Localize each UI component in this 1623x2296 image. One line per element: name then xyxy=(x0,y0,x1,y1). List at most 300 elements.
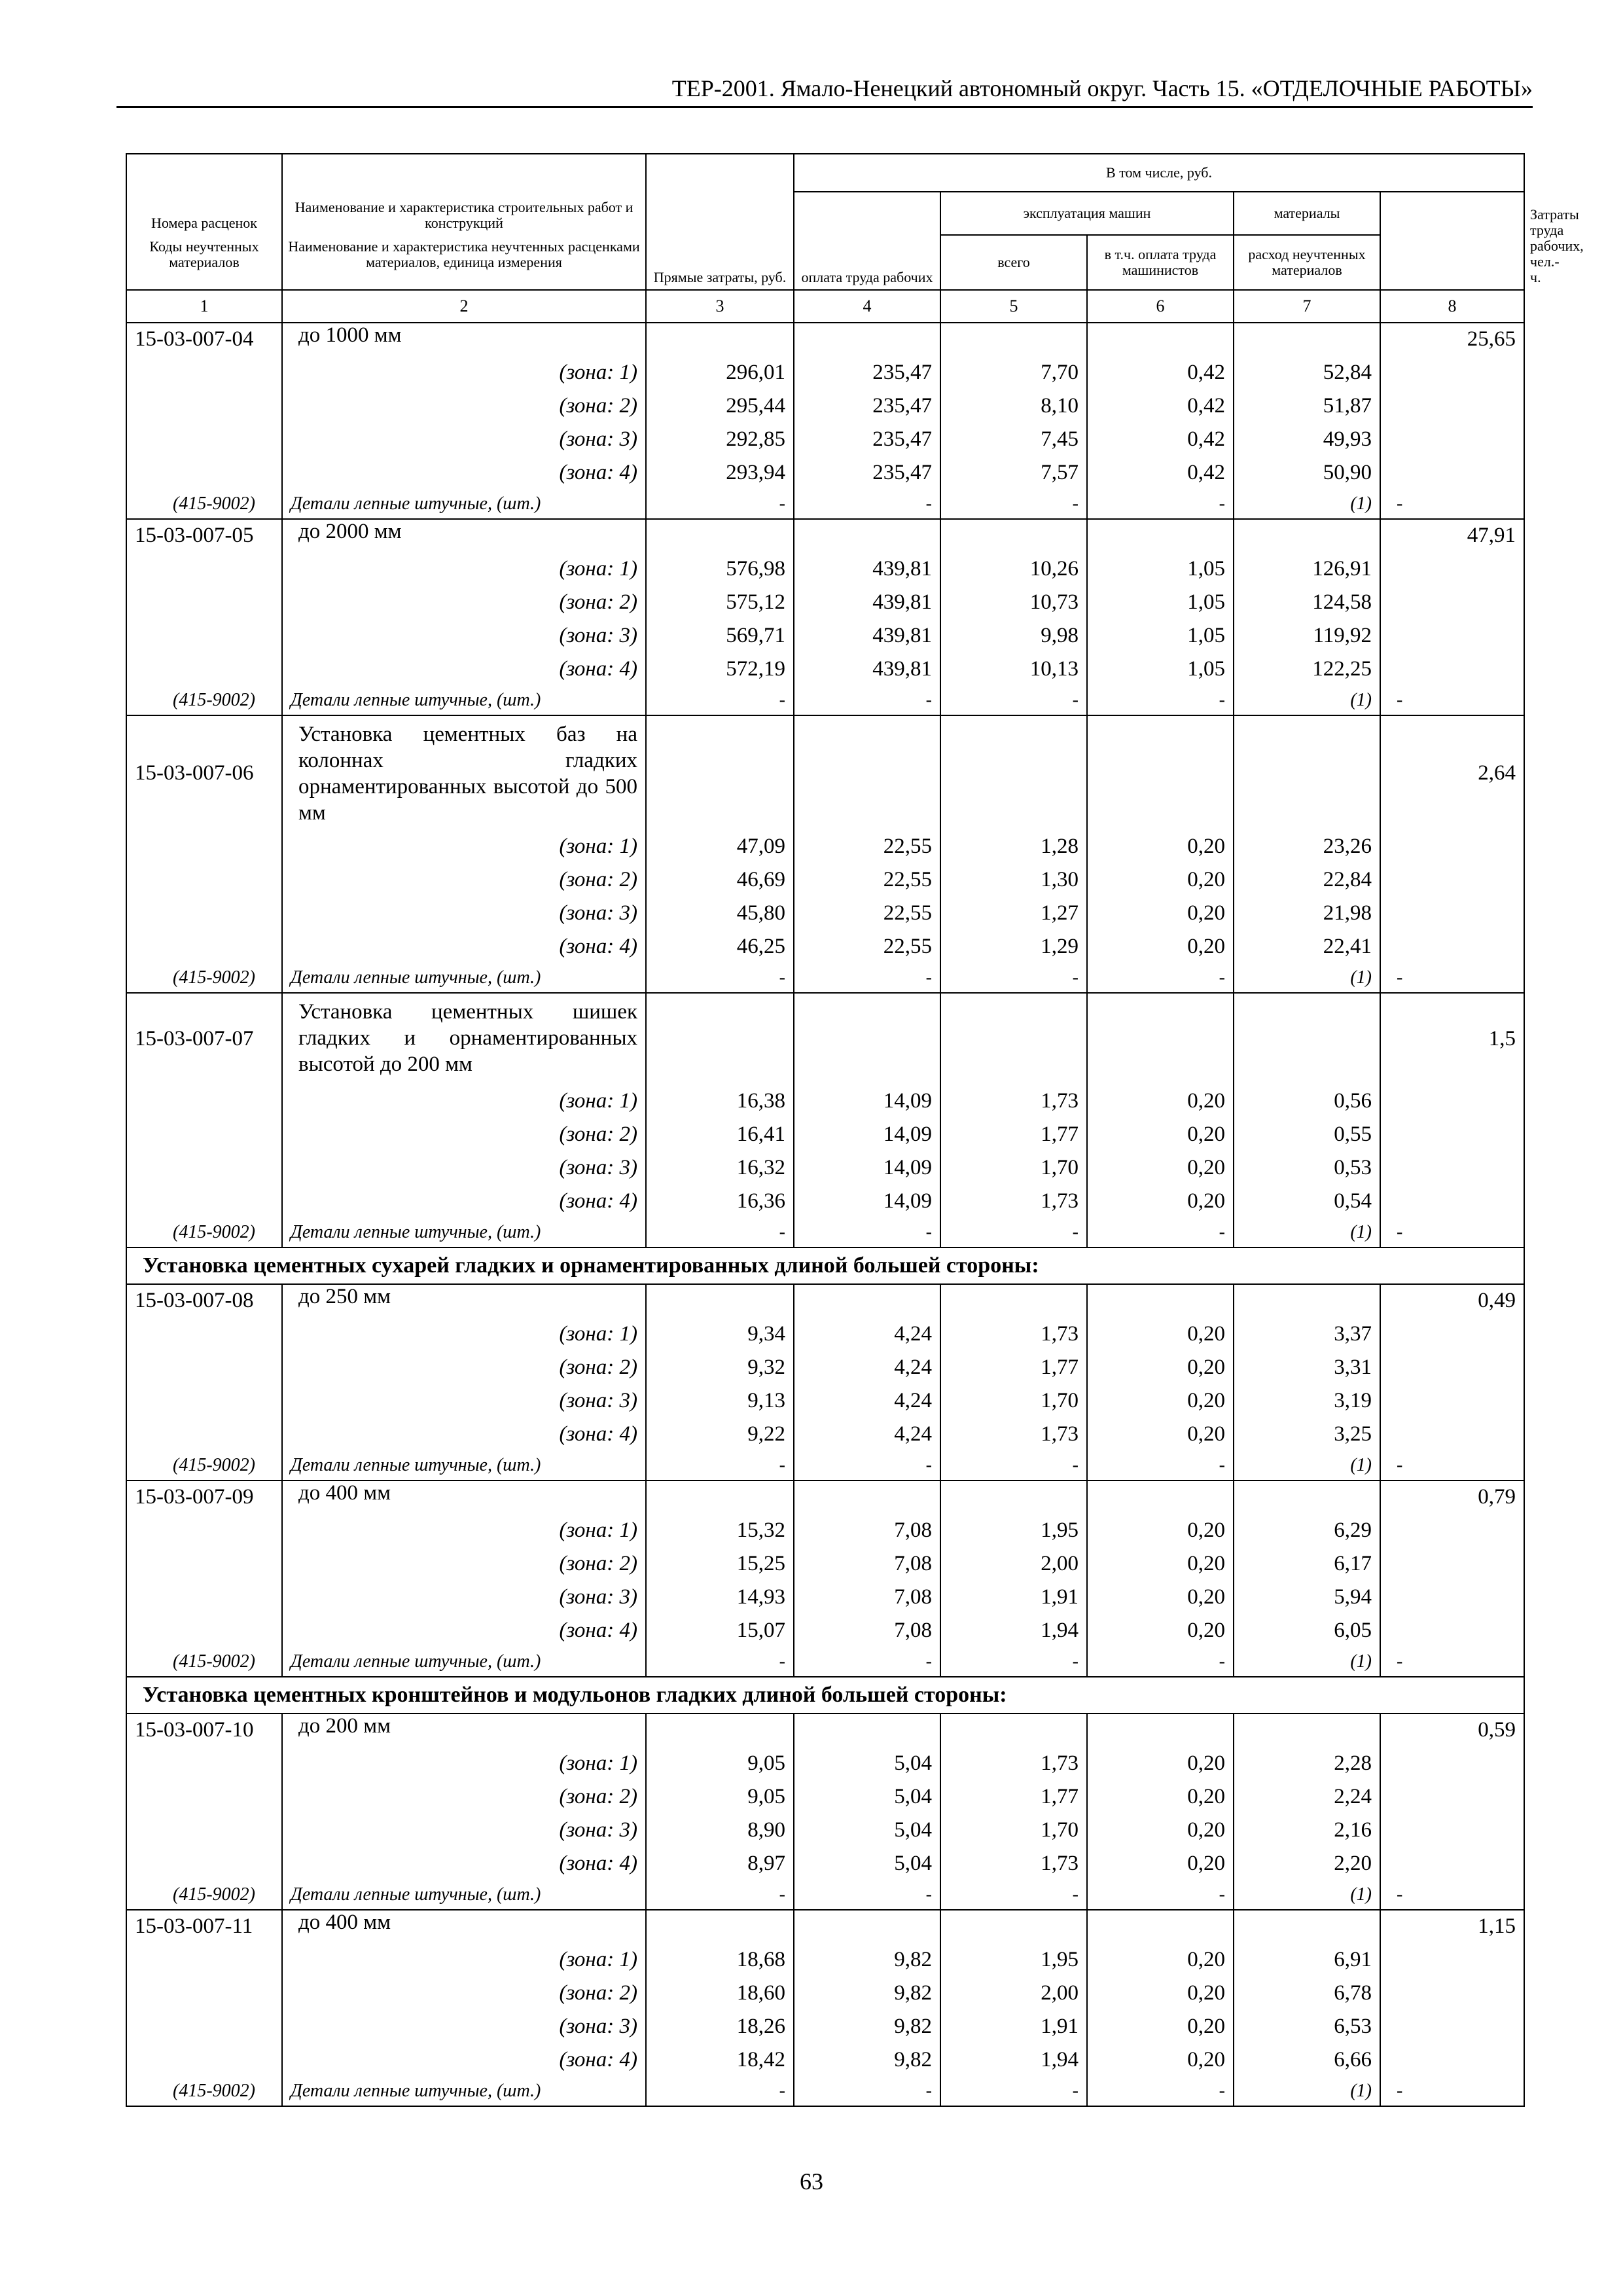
col-number: 4 xyxy=(794,290,940,323)
zone-value: 1,77 xyxy=(940,1780,1087,1814)
material-qty: (1) xyxy=(1234,2077,1380,2106)
rate-name: до 1000 мм xyxy=(282,323,646,356)
zone-value: 235,47 xyxy=(794,356,940,389)
zone-value: 235,47 xyxy=(794,456,940,490)
material-row xyxy=(126,963,1524,993)
section-title: Установка цементных сухарей гладких и орнаментированных длиной большей стороны: xyxy=(126,1247,1524,1284)
zone-value: 47,09 xyxy=(646,830,794,863)
zone-value: 0,20 xyxy=(1087,1780,1234,1814)
zone-value: 10,26 xyxy=(940,552,1087,586)
material-dash: - xyxy=(1380,1218,1524,1247)
zone-value: 4,24 xyxy=(794,1418,940,1451)
zone-row xyxy=(126,456,1524,490)
material-dash: - xyxy=(940,490,1087,519)
material-name: Детали лепные штучные, (шт.) xyxy=(282,2077,646,2106)
material-row xyxy=(126,686,1524,715)
zone-value: 9,82 xyxy=(794,2043,940,2077)
zone-value: 9,05 xyxy=(646,1780,794,1814)
zone-value: 1,77 xyxy=(940,1351,1087,1384)
zone-label: (зона: 2) xyxy=(282,586,646,619)
material-code: (415-9002) xyxy=(126,1880,282,1910)
zone-value: 8,10 xyxy=(940,389,1087,423)
zone-label: (зона: 1) xyxy=(282,830,646,863)
rate-name: до 200 мм xyxy=(282,1713,646,1747)
zone-row xyxy=(126,1318,1524,1351)
zone-value: 1,94 xyxy=(940,1614,1087,1647)
zone-value: 9,05 xyxy=(646,1747,794,1780)
zone-row xyxy=(126,1185,1524,1218)
zone-value: 6,17 xyxy=(1234,1547,1380,1581)
zone-value: 295,44 xyxy=(646,389,794,423)
zone-value: 0,54 xyxy=(1234,1185,1380,1218)
zone-value: 292,85 xyxy=(646,423,794,456)
rate-title-row xyxy=(126,323,1524,356)
material-name: Детали лепные штучные, (шт.) xyxy=(282,490,646,519)
material-dash: - xyxy=(940,1451,1087,1480)
zone-label: (зона: 2) xyxy=(282,389,646,423)
material-dash: - xyxy=(940,1218,1087,1247)
zone-value: 0,20 xyxy=(1087,1318,1234,1351)
zone-value: 0,20 xyxy=(1087,1581,1234,1614)
head-group: В том числе, руб. xyxy=(794,154,1524,192)
zone-value: 9,32 xyxy=(646,1351,794,1384)
zone-value: 1,70 xyxy=(940,1151,1087,1185)
zone-value: 16,32 xyxy=(646,1151,794,1185)
zone-label: (зона: 2) xyxy=(282,1547,646,1581)
zone-value: 0,42 xyxy=(1087,389,1234,423)
table-body xyxy=(126,323,1524,2106)
zone-label: (зона: 3) xyxy=(282,1814,646,1847)
zone-value: 2,28 xyxy=(1234,1747,1380,1780)
zone-row xyxy=(126,1747,1524,1780)
zone-label: (зона: 2) xyxy=(282,1780,646,1814)
zone-value: 119,92 xyxy=(1234,619,1380,653)
material-dash: - xyxy=(646,490,794,519)
material-dash: - xyxy=(794,963,940,993)
rate-code: 15-03-007-04 xyxy=(126,323,282,356)
material-qty: (1) xyxy=(1234,490,1380,519)
material-code: (415-9002) xyxy=(126,1647,282,1677)
zone-label: (зона: 3) xyxy=(282,423,646,456)
material-dash: - xyxy=(1087,1647,1234,1677)
material-code: (415-9002) xyxy=(126,686,282,715)
material-dash: - xyxy=(940,963,1087,993)
zone-value: 15,07 xyxy=(646,1614,794,1647)
zone-label: (зона: 1) xyxy=(282,552,646,586)
zone-value: 5,04 xyxy=(794,1814,940,1847)
zone-value: 22,84 xyxy=(1234,863,1380,897)
zone-value: 3,37 xyxy=(1234,1318,1380,1351)
zone-value: 293,94 xyxy=(646,456,794,490)
zone-label: (зона: 4) xyxy=(282,930,646,963)
zone-value: 0,20 xyxy=(1087,930,1234,963)
zone-label: (зона: 1) xyxy=(282,1085,646,1118)
material-row xyxy=(126,2077,1524,2106)
zone-value: 572,19 xyxy=(646,653,794,686)
zone-value: 3,19 xyxy=(1234,1384,1380,1418)
head-col7: расход неучтенных материалов xyxy=(1234,235,1380,290)
material-dash: - xyxy=(646,2077,794,2106)
zone-row xyxy=(126,863,1524,897)
material-dash: - xyxy=(794,1451,940,1480)
zone-value: 9,34 xyxy=(646,1318,794,1351)
head-col2-bottom: Наименование и характеристика неучтенных расценками материалов, единица измерения xyxy=(282,235,646,290)
zone-row xyxy=(126,1418,1524,1451)
col-number: 3 xyxy=(646,290,794,323)
material-dash: - xyxy=(646,686,794,715)
labor-cost: 25,65 xyxy=(1380,323,1524,356)
zone-value: 5,04 xyxy=(794,1747,940,1780)
head-col6: в т.ч. оплата труда машинистов xyxy=(1087,235,1234,290)
page-number: 63 xyxy=(800,2168,823,2195)
zone-label: (зона: 1) xyxy=(282,1747,646,1780)
zone-value: 1,70 xyxy=(940,1814,1087,1847)
zone-value: 14,09 xyxy=(794,1151,940,1185)
zone-value: 124,58 xyxy=(1234,586,1380,619)
zone-value: 235,47 xyxy=(794,423,940,456)
rate-title-row xyxy=(126,993,1524,1085)
zone-value: 49,93 xyxy=(1234,423,1380,456)
zone-value: 2,16 xyxy=(1234,1814,1380,1847)
zone-value: 22,41 xyxy=(1234,930,1380,963)
zone-value: 21,98 xyxy=(1234,897,1380,930)
rate-title-row xyxy=(126,715,1524,830)
zone-value: 22,55 xyxy=(794,930,940,963)
zone-value: 18,26 xyxy=(646,2010,794,2043)
material-row xyxy=(126,1218,1524,1247)
zone-label: (зона: 4) xyxy=(282,1185,646,1218)
zone-value: 8,90 xyxy=(646,1814,794,1847)
material-dash: - xyxy=(1087,963,1234,993)
zone-row xyxy=(126,1847,1524,1880)
zone-value: 4,24 xyxy=(794,1384,940,1418)
col-number: 1 xyxy=(126,290,282,323)
zone-value: 126,91 xyxy=(1234,552,1380,586)
labor-cost: 2,64 xyxy=(1380,715,1524,830)
zone-row xyxy=(126,1514,1524,1547)
zone-label: (зона: 1) xyxy=(282,356,646,389)
zone-value: 439,81 xyxy=(794,552,940,586)
zone-value: 1,05 xyxy=(1087,586,1234,619)
zone-label: (зона: 2) xyxy=(282,1977,646,2010)
col-number: 2 xyxy=(282,290,646,323)
zone-value: 7,08 xyxy=(794,1581,940,1614)
zone-value: 0,20 xyxy=(1087,1814,1234,1847)
zone-label: (зона: 4) xyxy=(282,1847,646,1880)
zone-row xyxy=(126,2043,1524,2077)
material-dash: - xyxy=(646,1451,794,1480)
material-dash: - xyxy=(794,1218,940,1247)
zone-row xyxy=(126,2010,1524,2043)
zone-value: 1,91 xyxy=(940,2010,1087,2043)
col-number: 5 xyxy=(940,290,1087,323)
zone-value: 18,60 xyxy=(646,1977,794,2010)
rate-name: Установка цементных баз на колоннах гладких орнаментированных высотой до 500 мм xyxy=(282,715,646,830)
zone-value: 1,73 xyxy=(940,1318,1087,1351)
zone-value: 1,77 xyxy=(940,1118,1087,1151)
zone-value: 576,98 xyxy=(646,552,794,586)
zone-value: 4,24 xyxy=(794,1318,940,1351)
zone-row xyxy=(126,1943,1524,1977)
zone-value: 296,01 xyxy=(646,356,794,389)
zone-value: 1,95 xyxy=(940,1514,1087,1547)
zone-value: 6,66 xyxy=(1234,2043,1380,2077)
zone-value: 22,55 xyxy=(794,863,940,897)
material-name: Детали лепные штучные, (шт.) xyxy=(282,1451,646,1480)
zone-label: (зона: 2) xyxy=(282,1351,646,1384)
material-dash: - xyxy=(794,2077,940,2106)
zone-row xyxy=(126,423,1524,456)
zone-row xyxy=(126,1351,1524,1384)
zone-label: (зона: 1) xyxy=(282,1514,646,1547)
zone-value: 7,08 xyxy=(794,1514,940,1547)
material-dash: - xyxy=(1087,490,1234,519)
zone-label: (зона: 4) xyxy=(282,456,646,490)
zone-value: 0,42 xyxy=(1087,456,1234,490)
zone-value: 22,55 xyxy=(794,830,940,863)
head-col3: Прямые затраты, руб. xyxy=(646,154,794,290)
zone-value: 0,20 xyxy=(1087,1418,1234,1451)
material-name: Детали лепные штучные, (шт.) xyxy=(282,1647,646,1677)
zone-value: 4,24 xyxy=(794,1351,940,1384)
labor-cost: 0,59 xyxy=(1380,1713,1524,1747)
zone-value: 14,93 xyxy=(646,1581,794,1614)
zone-value: 14,09 xyxy=(794,1085,940,1118)
material-name: Детали лепные штучные, (шт.) xyxy=(282,963,646,993)
price-table-wrapper xyxy=(126,153,1584,2107)
zone-value: 0,20 xyxy=(1087,1977,1234,2010)
material-qty: (1) xyxy=(1234,686,1380,715)
zone-value: 1,73 xyxy=(940,1185,1087,1218)
zone-label: (зона: 4) xyxy=(282,1418,646,1451)
zone-label: (зона: 4) xyxy=(282,2043,646,2077)
zone-value: 0,20 xyxy=(1087,2010,1234,2043)
zone-value: 2,20 xyxy=(1234,1847,1380,1880)
zone-value: 6,78 xyxy=(1234,1977,1380,2010)
zone-value: 0,20 xyxy=(1087,830,1234,863)
zone-row xyxy=(126,1118,1524,1151)
rate-title-row xyxy=(126,1284,1524,1318)
zone-value: 9,82 xyxy=(794,1977,940,2010)
zone-row xyxy=(126,619,1524,653)
running-header xyxy=(116,71,1533,108)
zone-value: 575,12 xyxy=(646,586,794,619)
material-dash: - xyxy=(1380,686,1524,715)
material-code: (415-9002) xyxy=(126,2077,282,2106)
zone-value: 1,05 xyxy=(1087,552,1234,586)
zone-value: 45,80 xyxy=(646,897,794,930)
zone-label: (зона: 4) xyxy=(282,1614,646,1647)
zone-value: 16,36 xyxy=(646,1185,794,1218)
material-dash: - xyxy=(646,963,794,993)
material-dash: - xyxy=(940,686,1087,715)
zone-value: 10,13 xyxy=(940,653,1087,686)
zone-value: 9,82 xyxy=(794,1943,940,1977)
material-row xyxy=(126,490,1524,519)
table-header: Номера расценок Наименование и характеристика строительных работ и конструкций Прямые затраты, руб. В том числе, руб. Затраты труда рабочих, чел.-ч. оплата труда рабочих эксплуатация машин материалы Коды неучтенных материалов Наименование и характеристика неучтенных расценками материалов, единица измерения всего в т.ч. оплата труда машинистов расход неучтенных материалов 1 2 3 4 5 6 7 8 xyxy=(126,154,1524,323)
price-table xyxy=(126,153,1584,2107)
zone-value: 439,81 xyxy=(794,653,940,686)
zone-value: 51,87 xyxy=(1234,389,1380,423)
zone-value: 0,20 xyxy=(1087,1118,1234,1151)
zone-label: (зона: 3) xyxy=(282,1384,646,1418)
material-qty: (1) xyxy=(1234,963,1380,993)
zone-value: 439,81 xyxy=(794,586,940,619)
rate-title-row xyxy=(126,1480,1524,1514)
rate-name: Установка цементных шишек гладких и орнаментированных высотой до 200 мм xyxy=(282,993,646,1085)
zone-value: 0,20 xyxy=(1087,1747,1234,1780)
zone-value: 2,00 xyxy=(940,1977,1087,2010)
material-dash: - xyxy=(940,1880,1087,1910)
material-dash: - xyxy=(940,2077,1087,2106)
zone-value: 1,05 xyxy=(1087,653,1234,686)
zone-value: 0,42 xyxy=(1087,423,1234,456)
col-number: 7 xyxy=(1234,290,1380,323)
material-dash: - xyxy=(1380,1880,1524,1910)
zone-value: 23,26 xyxy=(1234,830,1380,863)
zone-row xyxy=(126,653,1524,686)
zone-value: 1,73 xyxy=(940,1418,1087,1451)
zone-value: 0,20 xyxy=(1087,1384,1234,1418)
zone-row xyxy=(126,897,1524,930)
zone-value: 1,73 xyxy=(940,1847,1087,1880)
section-row xyxy=(126,1247,1524,1284)
zone-value: 0,20 xyxy=(1087,1847,1234,1880)
material-dash: - xyxy=(646,1218,794,1247)
column-numbers-row xyxy=(126,290,1524,323)
material-dash: - xyxy=(794,1647,940,1677)
zone-value: 235,47 xyxy=(794,389,940,423)
rate-code: 15-03-007-10 xyxy=(126,1713,282,1747)
material-row xyxy=(126,1880,1524,1910)
zone-value: 46,25 xyxy=(646,930,794,963)
zone-value: 18,68 xyxy=(646,1943,794,1977)
zone-row xyxy=(126,1151,1524,1185)
head-machines: эксплуатация машин xyxy=(940,192,1234,235)
material-dash: - xyxy=(646,1880,794,1910)
material-dash: - xyxy=(1380,490,1524,519)
zone-label: (зона: 3) xyxy=(282,2010,646,2043)
zone-value: 0,20 xyxy=(1087,1085,1234,1118)
rate-name: до 2000 мм xyxy=(282,519,646,552)
zone-row xyxy=(126,1085,1524,1118)
rate-code: 15-03-007-07 xyxy=(126,993,282,1085)
section-title: Установка цементных кронштейнов и модульонов гладких длиной большей стороны: xyxy=(126,1677,1524,1713)
rate-title-row xyxy=(126,1910,1524,1943)
zone-value: 8,97 xyxy=(646,1847,794,1880)
col-number: 8 xyxy=(1380,290,1524,323)
zone-label: (зона: 3) xyxy=(282,897,646,930)
material-dash: - xyxy=(794,686,940,715)
zone-value: 0,53 xyxy=(1234,1151,1380,1185)
material-row xyxy=(126,1647,1524,1677)
material-name: Детали лепные штучные, (шт.) xyxy=(282,1880,646,1910)
rate-title-row xyxy=(126,519,1524,552)
zone-value: 9,22 xyxy=(646,1418,794,1451)
material-dash: - xyxy=(940,1647,1087,1677)
zone-value: 15,25 xyxy=(646,1547,794,1581)
zone-row xyxy=(126,1614,1524,1647)
rate-code: 15-03-007-05 xyxy=(126,519,282,552)
head-col5: всего xyxy=(940,235,1087,290)
zone-label: (зона: 3) xyxy=(282,619,646,653)
zone-value: 0,56 xyxy=(1234,1085,1380,1118)
zone-value: 1,73 xyxy=(940,1085,1087,1118)
rate-name: до 250 мм xyxy=(282,1284,646,1318)
labor-cost: 0,49 xyxy=(1380,1284,1524,1318)
zone-value: 569,71 xyxy=(646,619,794,653)
material-qty: (1) xyxy=(1234,1647,1380,1677)
zone-value: 1,27 xyxy=(940,897,1087,930)
zone-value: 1,29 xyxy=(940,930,1087,963)
material-qty: (1) xyxy=(1234,1218,1380,1247)
labor-cost: 47,91 xyxy=(1380,519,1524,552)
labor-cost: 1,15 xyxy=(1380,1910,1524,1943)
zone-value: 5,04 xyxy=(794,1847,940,1880)
zone-value: 1,70 xyxy=(940,1384,1087,1418)
zone-value: 6,91 xyxy=(1234,1943,1380,1977)
head-materials: материалы xyxy=(1234,192,1380,235)
zone-value: 122,25 xyxy=(1234,653,1380,686)
zone-row xyxy=(126,1977,1524,2010)
zone-value: 5,94 xyxy=(1234,1581,1380,1614)
material-code: (415-9002) xyxy=(126,1451,282,1480)
rate-name: до 400 мм xyxy=(282,1480,646,1514)
zone-value: 10,73 xyxy=(940,586,1087,619)
material-dash: - xyxy=(1380,1647,1524,1677)
zone-label: (зона: 3) xyxy=(282,1151,646,1185)
zone-value: 1,73 xyxy=(940,1747,1087,1780)
zone-value: 0,42 xyxy=(1087,356,1234,389)
zone-value: 0,55 xyxy=(1234,1118,1380,1151)
material-name: Детали лепные штучные, (шт.) xyxy=(282,1218,646,1247)
zone-row xyxy=(126,1547,1524,1581)
zone-value: 50,90 xyxy=(1234,456,1380,490)
material-code: (415-9002) xyxy=(126,490,282,519)
zone-value: 0,20 xyxy=(1087,1185,1234,1218)
zone-value: 14,09 xyxy=(794,1185,940,1218)
zone-value: 9,13 xyxy=(646,1384,794,1418)
zone-value: 1,30 xyxy=(940,863,1087,897)
material-row xyxy=(126,1451,1524,1480)
zone-row xyxy=(126,1814,1524,1847)
material-qty: (1) xyxy=(1234,1880,1380,1910)
material-code: (415-9002) xyxy=(126,963,282,993)
zone-value: 7,45 xyxy=(940,423,1087,456)
material-dash: - xyxy=(1087,1451,1234,1480)
material-dash: - xyxy=(1380,963,1524,993)
header-title: ТЕР-2001. Ямало-Ненецкий автономный округ. Часть 15. «ОТДЕЛОЧНЫЕ РАБОТЫ» xyxy=(671,75,1533,101)
zone-row xyxy=(126,1384,1524,1418)
section-row xyxy=(126,1677,1524,1713)
zone-value: 7,57 xyxy=(940,456,1087,490)
zone-value: 15,32 xyxy=(646,1514,794,1547)
zone-value: 16,38 xyxy=(646,1085,794,1118)
zone-row xyxy=(126,1780,1524,1814)
zone-value: 0,20 xyxy=(1087,1547,1234,1581)
zone-value: 0,20 xyxy=(1087,1351,1234,1384)
zone-value: 6,05 xyxy=(1234,1614,1380,1647)
zone-row xyxy=(126,930,1524,963)
zone-value: 0,20 xyxy=(1087,1151,1234,1185)
zone-value: 6,29 xyxy=(1234,1514,1380,1547)
rate-title-row xyxy=(126,1713,1524,1747)
zone-value: 1,05 xyxy=(1087,619,1234,653)
zone-value: 0,20 xyxy=(1087,897,1234,930)
zone-value: 439,81 xyxy=(794,619,940,653)
material-dash: - xyxy=(1380,1451,1524,1480)
labor-cost: 0,79 xyxy=(1380,1480,1524,1514)
